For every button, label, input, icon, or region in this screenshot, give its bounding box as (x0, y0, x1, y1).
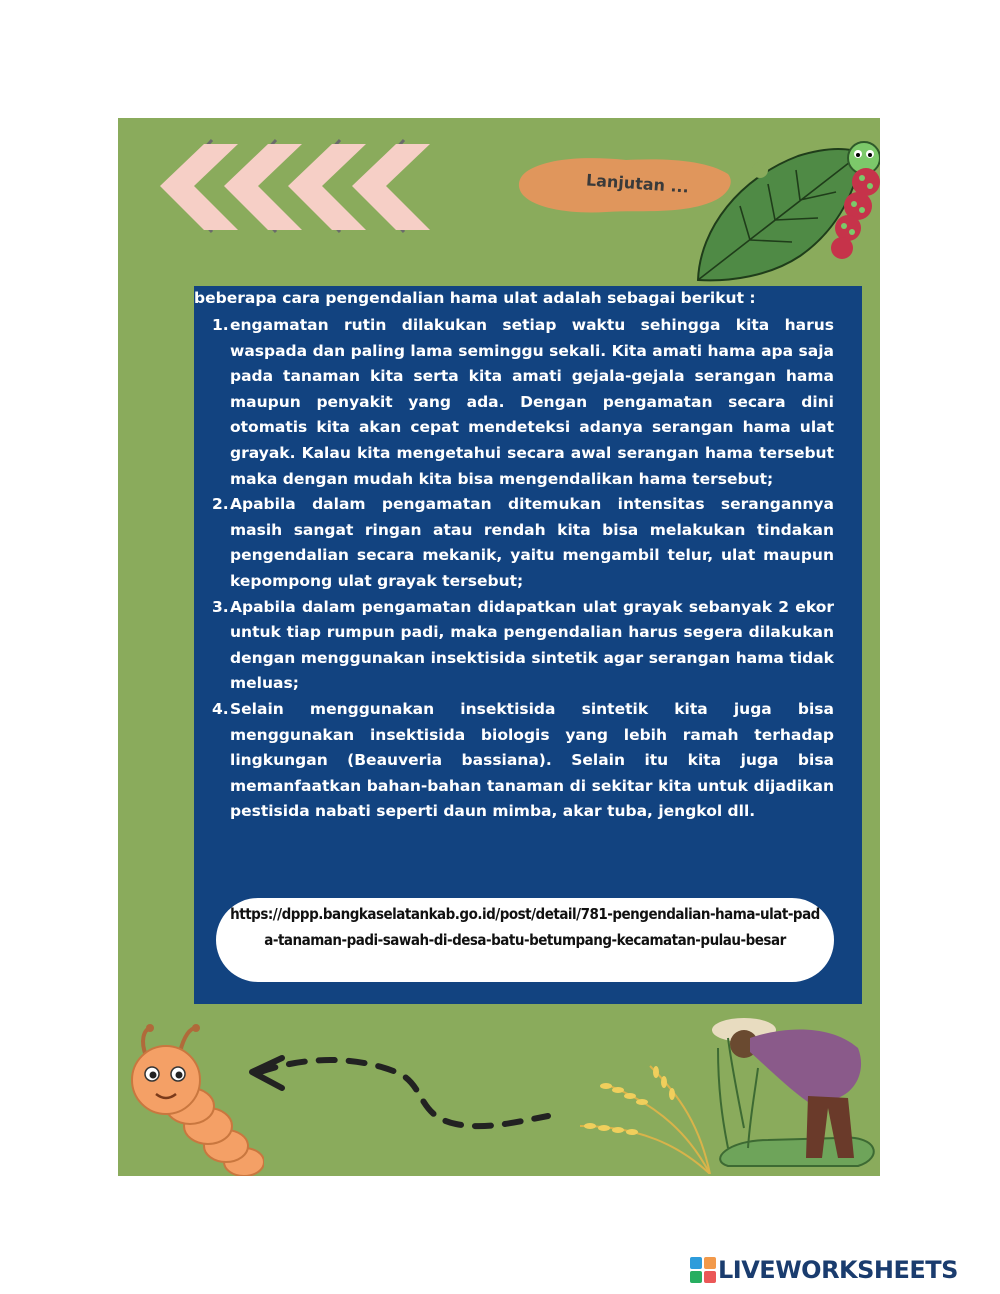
list-item (212, 313, 834, 492)
item-number: 1. (212, 316, 229, 334)
item-number: 2. (212, 495, 229, 514)
dashed-arrow-icon (246, 1036, 556, 1146)
leaf-icon (680, 118, 880, 288)
list-item (212, 492, 834, 594)
steps-list (212, 313, 834, 825)
item-number: 3. (212, 597, 229, 616)
item-text: Selain menggunakan insektisida sintetik kita juga bisa menggunakan insektisida biologis yang lebih ramah terhadap lingkungan (Beauveria bassiana). Selain itu kita juga bisa memanfaatkan bahan-bahan tanaman di sekitar kita untuk dijadikan pestisida nabati seperti daun mimba, akar tuba, jengkol dll. (230, 699, 834, 821)
farmer-icon (688, 1008, 880, 1176)
item-text: engamatan rutin dilakukan setiap waktu sehingga kita harus waspada dan paling lama seminggu sekali. Kita amati hama apa saja pada tanaman kita serta kita amati gejala-gejala serangan hama maupun penyakit yang ada. Dengan pengamatan secara dini otomatis kita akan cepat mendeteksi adanya serangan hama ulat grayak. Kalau kita mengetahui secara awal serangan hama tersebut maka dengan mudah kita bisa mengendalikan hama tersebut; (230, 316, 834, 488)
list-item (212, 697, 834, 825)
item-number: 4. (212, 699, 229, 718)
list-item (212, 595, 834, 697)
item-text: Apabila dalam pengamatan ditemukan intensitas serangannya masih sangat ringan atau rendah kita bisa melakukan tindakan pengendalian secara mekanik, yaitu mengambil telur, ulat maupun kepompong ulat grayak tersebut; (230, 495, 834, 590)
liveworksheets-brand[interactable] (690, 1254, 958, 1286)
liveworksheets-logo-icon (690, 1257, 716, 1283)
source-link-box[interactable] (216, 898, 834, 982)
worksheet-poster (118, 118, 880, 1176)
lanjutan-text: Lanjutan ... (585, 170, 690, 197)
caterpillar-icon (124, 1022, 264, 1176)
source-link[interactable]: https://dppp.bangkaselatankab.go.id/post/detail/781-pengendalian-hama-ulat-pada-tanaman-padi-sawah-di-desa-batu-betumpang-kecamatan-pulau-besar (230, 905, 820, 949)
item-text: Apabila dalam pengamatan didapatkan ulat grayak sebanyak 2 ekor untuk tiap rumpun padi, maka pengendalian harus segera dilakukan dengan menggunakan insektisida sintetik agar serangan hama tidak meluas; (230, 597, 834, 693)
content-panel (194, 286, 862, 1004)
chevron-arrows-icon (150, 134, 470, 234)
brand-text: LIVEWORKSHEETS (718, 1256, 958, 1284)
intro-text: beberapa cara pengendalian hama ulat adalah sebagai berikut : (194, 289, 756, 307)
